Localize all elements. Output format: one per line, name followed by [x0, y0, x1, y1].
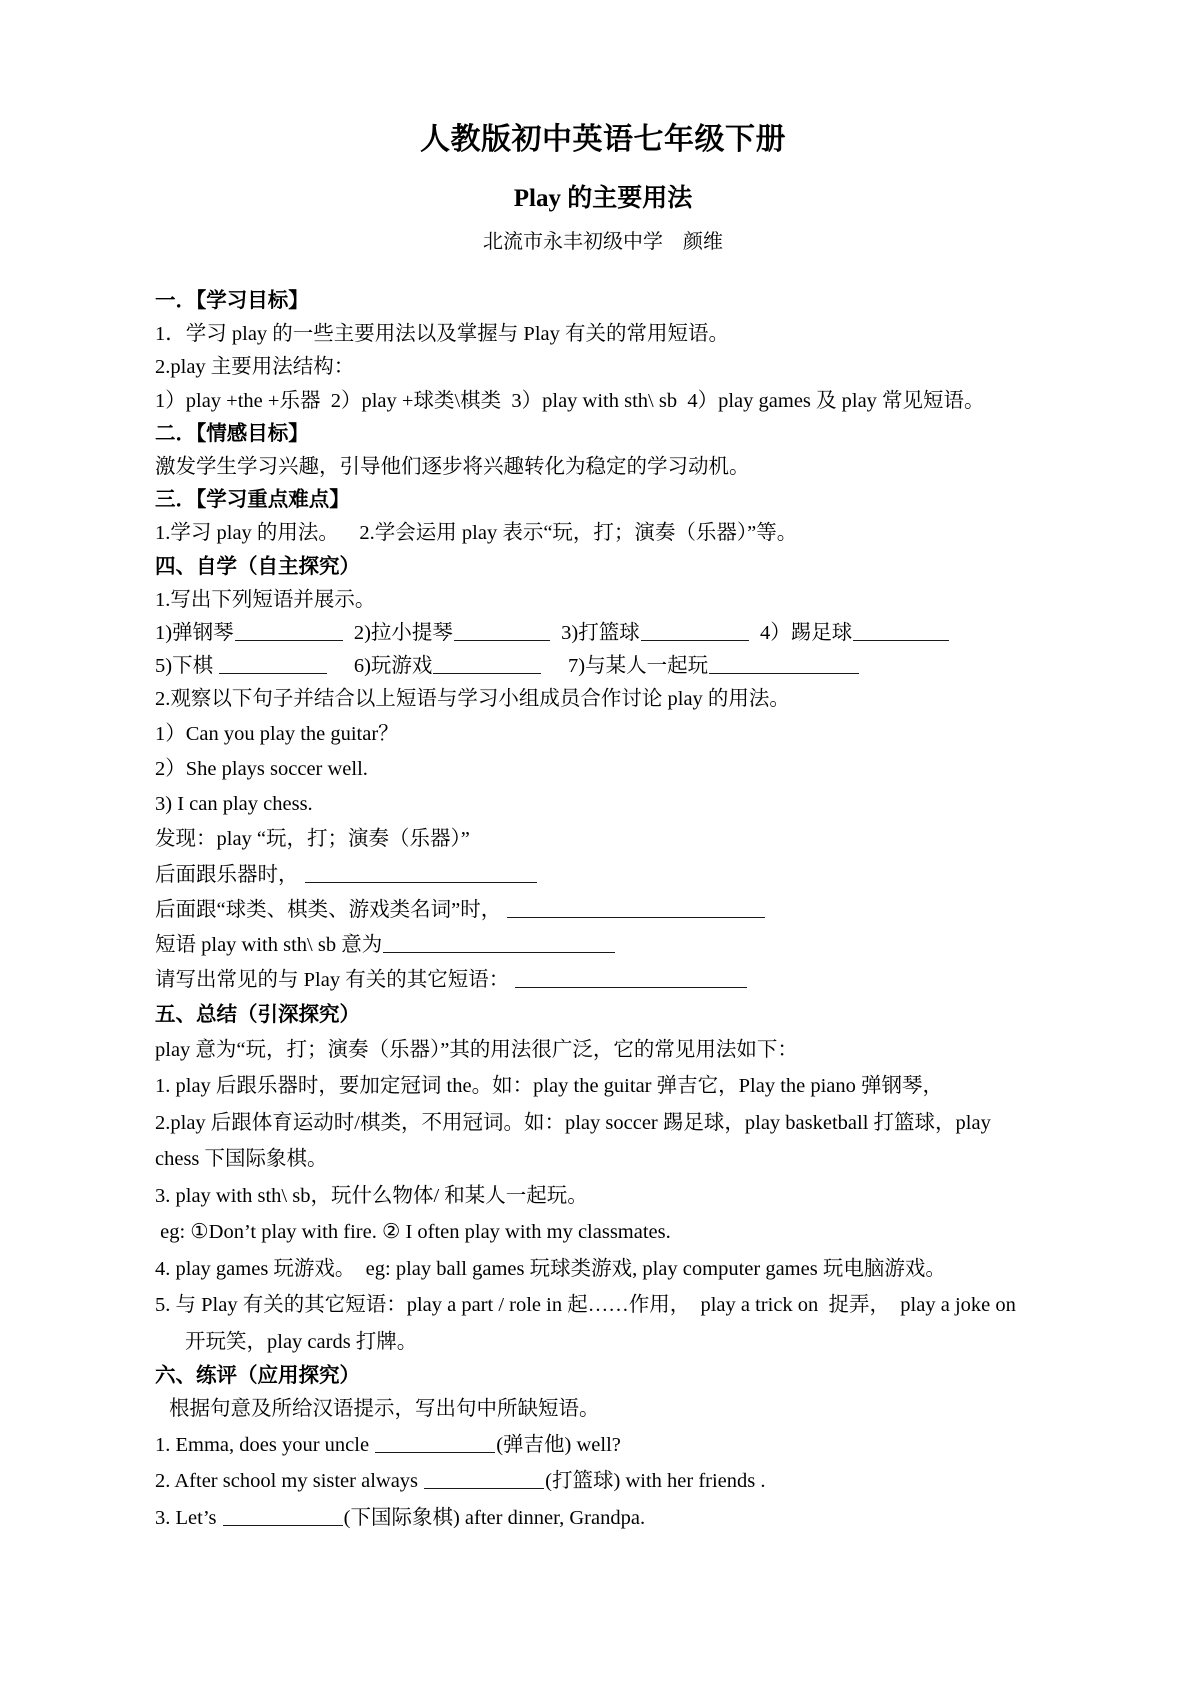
fill-instrument-label: 后面跟乐器时，	[155, 863, 299, 886]
section-five-line-3: 2.play 后跟体育运动时/棋类，不用冠词。如：play soccer 踢足球，play basketball 打篮球，play	[155, 1111, 991, 1134]
page-title: 人教版初中英语七年级下册	[420, 123, 786, 156]
section-five-line-1: play 意为“玩，打；演奏（乐器）”其的用法很广泛，它的常见用法如下：	[155, 1038, 798, 1061]
section-five-line-7: 4. play games 玩游戏。 eg: play ball games 玩球类游戏, play computer games 玩电脑游戏。	[155, 1257, 946, 1280]
fill-other-label: 请写出常见的与 Play 有关的其它短语：	[155, 969, 510, 992]
discovery-label: 发现：play “玩，打；演奏（乐器）”	[155, 828, 470, 851]
section-five-line-5: 3. play with sth\ sb，玩什么物体/ 和某人一起玩。	[155, 1184, 588, 1207]
exercise-question-1	[155, 1427, 1051, 1463]
phrase-blank-6[interactable]	[433, 654, 541, 674]
section-six-intro: 根据句意及所给汉语提示，写出句中所缺短语。	[169, 1398, 600, 1421]
section-four-observe: 2.观察以下句子并结合以上短语与学习小组成员合作讨论 play 的用法。	[155, 688, 790, 711]
fill-withsb-row	[155, 928, 1051, 963]
section-three-line-1: 1.学习 play 的用法。 2.学会运用 play 表示“玩，打；演奏（乐器）”等。	[155, 522, 798, 545]
phrase-label-3: 3)打篮球	[561, 622, 640, 645]
fill-nouns-blank[interactable]	[507, 897, 765, 917]
exercise-question-3	[155, 1500, 1051, 1536]
phrase-label-5: 5)下棋	[155, 655, 214, 678]
example-sentence-1: 1）Can you play the guitar？	[155, 722, 399, 745]
section-heading-two: 二．【情感目标】	[155, 422, 309, 445]
phrase-blank-5[interactable]	[219, 654, 327, 674]
example-sentence-3: 3) I can play chess.	[155, 793, 313, 816]
fill-withsb-label: 短语 play with sth\ sb 意为	[155, 934, 383, 957]
phrase-label-1: 1)弹钢琴	[155, 622, 234, 645]
phrase-row-2	[155, 650, 1051, 683]
phrase-label-7: 7)与某人一起玩	[568, 655, 709, 678]
question-2-after: (打篮球) with her friends .	[545, 1470, 766, 1493]
section-five-line-4: chess 下国际象棋。	[155, 1148, 328, 1171]
phrase-label-2: 2)拉小提琴	[353, 622, 453, 645]
page-subtitle: Play 的主要用法	[513, 184, 693, 212]
question-1-after: (弹吉他) well?	[496, 1433, 621, 1456]
phrase-label-6: 6)玩游戏	[353, 655, 433, 678]
page-byline: 北流市永丰初级中学 颜维	[483, 231, 723, 253]
question-2-before: 2. After school my sister always	[155, 1470, 419, 1493]
section-four-intro: 1.写出下列短语并展示。	[155, 588, 376, 611]
question-3-after: (下国际象棋) after dinner, Grandpa.	[343, 1506, 646, 1529]
section-two-line-1: 激发学生学习兴趣，引导他们逐步将兴趣转化为稳定的学习动机。	[155, 456, 750, 479]
section-one-line-2: 2.play 主要用法结构：	[155, 356, 355, 379]
exercise-question-2	[155, 1463, 1051, 1499]
question-3-blank[interactable]	[223, 1505, 343, 1525]
section-heading-six: 六、练评（应用探究）	[155, 1365, 360, 1388]
section-five-line-8: 5. 与 Play 有关的其它短语：play a part / role in 起……作用， play a trick on 捉弄， play a joke on	[155, 1294, 1016, 1317]
section-one-line-1: 1．学习 play 的一些主要用法以及掌握与 Play 有关的常用短语。	[155, 323, 729, 346]
section-heading-one: 一．【学习目标】	[155, 290, 309, 312]
example-sentence-2: 2）She plays soccer well.	[155, 757, 368, 780]
fill-nouns-row	[155, 893, 1051, 928]
question-1-before: 1. Emma, does your uncle	[155, 1433, 370, 1456]
phrase-blank-7[interactable]	[709, 654, 859, 674]
fill-instrument-blank[interactable]	[305, 862, 537, 882]
section-five-line-9: 开玩笑，play cards 打牌。	[185, 1330, 418, 1353]
question-2-blank[interactable]	[424, 1469, 544, 1489]
section-heading-five: 五、总结（引深探究）	[155, 1003, 360, 1026]
section-five-line-6: eg: ①Don’t play with fire. ② I often play with my classmates.	[155, 1221, 671, 1244]
question-3-before: 3. Let’s	[155, 1506, 217, 1529]
fill-other-blank[interactable]	[515, 968, 747, 988]
question-1-blank[interactable]	[375, 1432, 495, 1452]
phrase-row-1	[155, 617, 1051, 650]
fill-nouns-label: 后面跟“球类、棋类、游戏类名词”时，	[155, 898, 502, 921]
fill-other-row	[155, 963, 1051, 998]
phrase-blank-2[interactable]	[454, 621, 550, 641]
fill-instrument-row	[155, 858, 1051, 893]
section-heading-three: 三．【学习重点难点】	[155, 489, 350, 512]
section-heading-four: 四、自学（自主探究）	[155, 555, 360, 578]
phrase-blank-4[interactable]	[853, 621, 949, 641]
fill-withsb-blank[interactable]	[383, 933, 615, 953]
section-one-line-3: 1）play +the +乐器 2）play +球类\棋类 3）play with sth\ sb 4）play games 及 play 常见短语。	[155, 389, 985, 412]
phrase-blank-1[interactable]	[235, 621, 343, 641]
phrase-label-4: 4）踢足球	[759, 622, 853, 645]
phrase-blank-3[interactable]	[641, 621, 749, 641]
section-five-line-2: 1. play 后跟乐器时，要加定冠词 the。如：play the guitar 弹吉它，Play the piano 弹钢琴，	[155, 1075, 944, 1098]
